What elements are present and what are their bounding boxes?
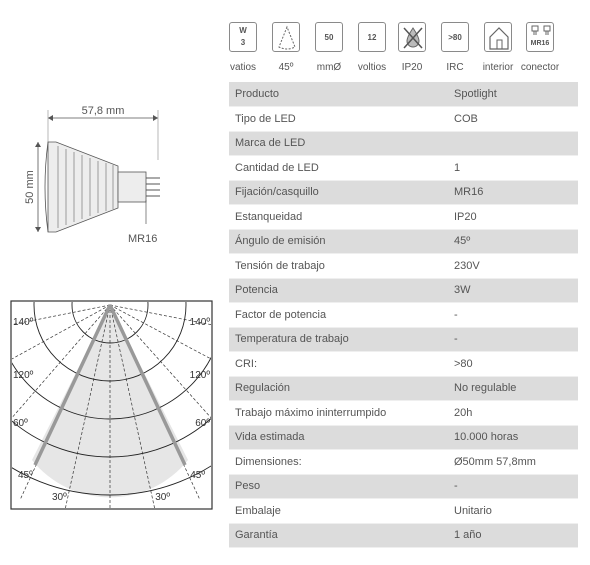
spec-label: Potencia <box>229 278 444 303</box>
spec-value: >80 <box>444 352 578 377</box>
spec-value: 1 <box>444 156 578 181</box>
watts-icon-value: 3 <box>240 38 246 47</box>
polar-label-right-60: 60º <box>195 418 210 429</box>
spec-label: Embalaje <box>229 499 444 524</box>
spec-value: Unitario <box>444 499 578 524</box>
spec-label: Trabajo máximo ininterrumpido <box>229 401 444 426</box>
spec-value: 20h <box>444 401 578 426</box>
irc-label: IRC <box>446 62 464 73</box>
spec-row <box>229 131 578 156</box>
spec-label: Temperatura de trabajo <box>229 327 444 352</box>
spec-label: CRI: <box>229 352 444 377</box>
polar-label-right-140: 140º <box>189 317 210 328</box>
spec-label: Vida estimada <box>229 425 444 450</box>
spec-row <box>229 327 578 352</box>
spec-row <box>229 107 578 132</box>
polar-label-right-120: 120º <box>189 370 210 381</box>
spec-row <box>229 278 578 303</box>
spec-row <box>229 450 578 475</box>
ip20-label: IP20 <box>401 62 423 73</box>
polar-label-left-140: 140º <box>13 317 34 328</box>
spec-value: No regulable <box>444 376 578 401</box>
spec-row <box>229 474 578 499</box>
lamp-dimension-drawing <box>20 100 200 250</box>
spec-label: Ángulo de emisión <box>229 229 444 254</box>
spec-row <box>229 499 578 524</box>
polar-light-diagram <box>10 300 213 510</box>
voltage-icon <box>358 22 386 52</box>
spec-label: Regulación <box>229 376 444 401</box>
polar-label-left-30: 30º <box>52 492 67 503</box>
indoor-icon <box>484 22 512 52</box>
spec-value: IP20 <box>444 205 578 230</box>
spec-row <box>229 205 578 230</box>
connector-icon <box>526 22 554 52</box>
polar-label-left-45: 45º <box>18 470 33 481</box>
spec-row <box>229 303 578 328</box>
spec-table-body <box>229 82 578 548</box>
spec-row <box>229 425 578 450</box>
spec-table <box>229 82 578 548</box>
watts-label: vatios <box>229 62 257 73</box>
spec-value: Spotlight <box>444 82 578 107</box>
spec-label: Fijación/casquillo <box>229 180 444 205</box>
spec-label: Cantidad de LED <box>229 156 444 181</box>
ip20-icon <box>398 22 426 52</box>
spec-label: Factor de potencia <box>229 303 444 328</box>
spec-label: Peso <box>229 474 444 499</box>
voltage-icon-value: 12 <box>367 33 377 42</box>
spec-value: 45º <box>444 229 578 254</box>
spec-row <box>229 523 578 548</box>
spec-row <box>229 401 578 426</box>
spec-label: Tipo de LED <box>229 107 444 132</box>
polar-label-left-120: 120º <box>13 370 34 381</box>
spec-label: Tensión de trabajo <box>229 254 444 279</box>
spec-row <box>229 376 578 401</box>
beam-angle-label: 45º <box>278 62 294 73</box>
polar-label-left-60: 60º <box>13 418 28 429</box>
spec-value: 230V <box>444 254 578 279</box>
spec-row <box>229 352 578 377</box>
indoor-label: interior <box>482 62 514 73</box>
spec-row <box>229 82 578 107</box>
spec-label: Dimensiones: <box>229 450 444 475</box>
watts-icon-top: W <box>239 26 247 35</box>
irc-icon <box>441 22 469 52</box>
spec-value: Ø50mm 57,8mm <box>444 450 578 475</box>
lamp-width-label: 57,8 mm <box>81 105 125 117</box>
spec-row <box>229 156 578 181</box>
spec-row <box>229 254 578 279</box>
polar-label-right-45: 45º <box>190 470 205 481</box>
voltage-label: voltios <box>357 62 387 73</box>
diameter-label: mmØ <box>316 62 342 73</box>
irc-icon-value: >80 <box>448 33 462 42</box>
feature-icons <box>229 22 569 74</box>
diameter-icon <box>315 22 343 52</box>
beam-angle-icon <box>272 22 300 52</box>
watts-icon <box>229 22 257 52</box>
lamp-height-label: 50 mm <box>24 170 36 204</box>
diameter-icon-value: 50 <box>324 33 334 42</box>
spec-value: - <box>444 303 578 328</box>
spec-row <box>229 229 578 254</box>
lamp-base-label: MR16 <box>128 233 158 245</box>
spec-value <box>444 131 578 156</box>
spec-value: - <box>444 474 578 499</box>
spec-label: Garantía <box>229 523 444 548</box>
spec-value: MR16 <box>444 180 578 205</box>
spec-value: 10.000 horas <box>444 425 578 450</box>
connector-label: conector <box>520 62 560 73</box>
polar-label-right-30: 30º <box>155 492 170 503</box>
spec-label: Marca de LED <box>229 131 444 156</box>
spec-value: 3W <box>444 278 578 303</box>
spec-label: Estanqueidad <box>229 205 444 230</box>
spec-value: COB <box>444 107 578 132</box>
connector-icon-value: MR16 <box>530 40 550 47</box>
spec-label: Producto <box>229 82 444 107</box>
spec-row <box>229 180 578 205</box>
spec-value: 1 año <box>444 523 578 548</box>
spec-value: - <box>444 327 578 352</box>
